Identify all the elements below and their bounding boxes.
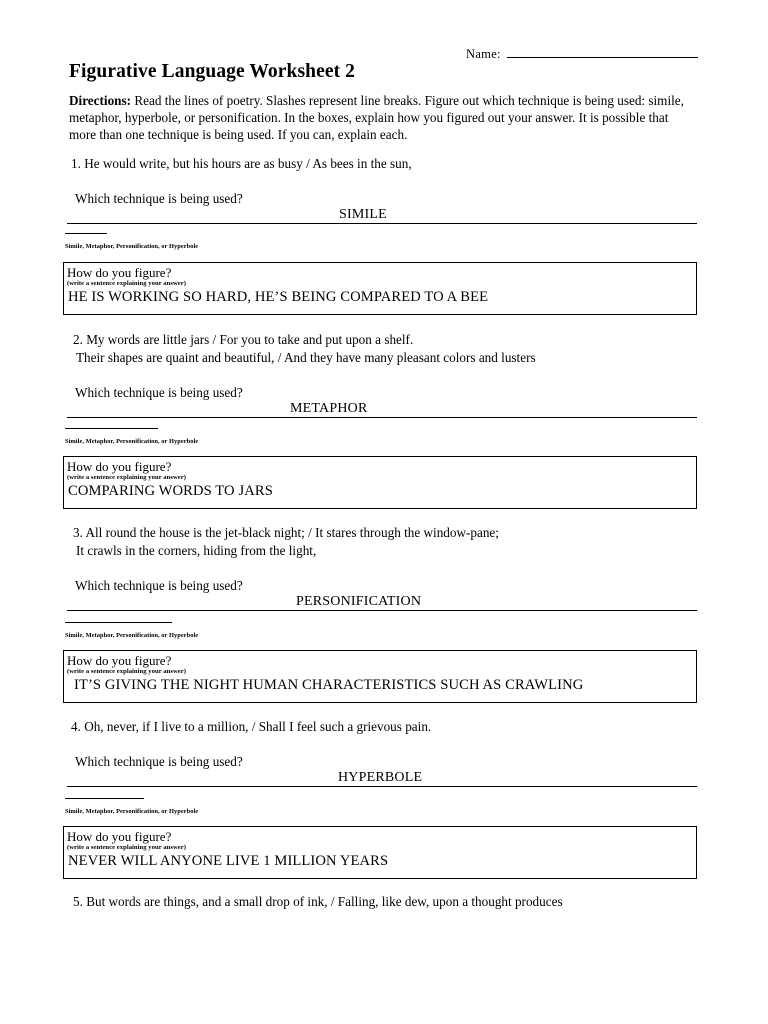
answer-line-2[interactable] xyxy=(67,399,697,418)
figure-subtitle-2: (write a sentence explaining your answer) xyxy=(67,474,186,481)
caption-rule-3 xyxy=(65,622,172,623)
figure-box-1[interactable] xyxy=(63,262,697,315)
figure-box-3[interactable] xyxy=(63,650,697,703)
figure-subtitle-1: (write a sentence explaining your answer) xyxy=(67,280,186,287)
figure-box-2[interactable] xyxy=(63,456,697,509)
figure-title-1: How do you figure? xyxy=(67,265,172,280)
poem-line-1: 3. All round the house is the jet-black night; / It stares through the window-pane; xyxy=(73,525,499,540)
poem-line-2: It crawls in the corners, hiding from the light, xyxy=(76,542,317,558)
answer-line-1[interactable] xyxy=(67,205,697,224)
directions-label: Directions: xyxy=(69,93,132,108)
figure-subtitle-4: (write a sentence explaining your answer) xyxy=(67,844,186,851)
answer-caption-1: Simile, Metaphor, Personification, or Hyperbole xyxy=(65,243,199,250)
figure-answer-3: IT’S GIVING THE NIGHT HUMAN CHARACTERISTICS SUCH AS CRAWLING xyxy=(74,677,584,693)
poem-line-1: 2. My words are little jars / For you to take and put upon a shelf. xyxy=(73,332,414,347)
answer-value-4: HYPERBOLE xyxy=(338,770,423,785)
answer-caption-4: Simile, Metaphor, Personification, or Hyperbole xyxy=(65,808,199,815)
technique-prompt-4: Which technique is being used? xyxy=(75,754,243,769)
poem-text-1 xyxy=(71,155,696,173)
poem-text-2 xyxy=(73,331,698,366)
figure-box-4[interactable] xyxy=(63,826,697,879)
caption-rule-2 xyxy=(65,428,158,429)
answer-caption-3: Simile, Metaphor, Personification, or Hyperbole xyxy=(65,632,199,639)
figure-title-4: How do you figure? xyxy=(67,829,172,844)
figure-subtitle-3: (write a sentence explaining your answer) xyxy=(67,668,186,675)
page-title: Figurative Language Worksheet 2 xyxy=(69,61,356,82)
name-input-blank[interactable] xyxy=(507,44,698,58)
figure-answer-4: NEVER WILL ANYONE LIVE 1 MILLION YEARS xyxy=(68,853,389,869)
answer-caption-2: Simile, Metaphor, Personification, or Hyperbole xyxy=(65,438,199,445)
answer-value-1: SIMILE xyxy=(339,207,387,222)
poem-text-4 xyxy=(71,718,696,736)
caption-rule-4 xyxy=(65,798,144,799)
poem-line-2: Their shapes are quaint and beautiful, / And they have many pleasant colors and lusters xyxy=(76,349,536,365)
name-label: Name: xyxy=(466,47,501,61)
caption-rule-1 xyxy=(65,233,107,234)
technique-prompt-3: Which technique is being used? xyxy=(75,578,243,593)
figure-answer-1: HE IS WORKING SO HARD, HE’S BEING COMPARED TO A BEE xyxy=(68,289,489,305)
poem-line-1: 5. But words are things, and a small drop of ink, / Falling, like dew, upon a thought produces xyxy=(73,894,563,909)
figure-answer-2: COMPARING WORDS TO JARS xyxy=(68,483,273,499)
poem-line-1: 1. He would write, but his hours are as busy / As bees in the sun, xyxy=(71,156,412,171)
technique-prompt-1: Which technique is being used? xyxy=(75,191,243,206)
technique-prompt-2: Which technique is being used? xyxy=(75,385,243,400)
poem-text-3 xyxy=(73,524,698,559)
name-field-row xyxy=(466,44,698,62)
answer-value-3: PERSONIFICATION xyxy=(296,594,422,609)
answer-line-4[interactable] xyxy=(67,768,697,787)
directions-text: Read the lines of poetry. Slashes represent line breaks. Figure out which technique is being used: simile, metaphor, hyperbole, or personification. In the boxes, explain how you figured out your answer. It is possible that more than one technique is being used. If you can, explain each. xyxy=(69,93,684,143)
figure-title-3: How do you figure? xyxy=(67,653,172,668)
directions-paragraph xyxy=(69,92,698,144)
poem-line-1: 4. Oh, never, if I live to a million, / Shall I feel such a grievous pain. xyxy=(71,719,432,734)
poem-text-5 xyxy=(73,893,698,911)
figure-title-2: How do you figure? xyxy=(67,459,172,474)
answer-line-3[interactable] xyxy=(67,592,697,611)
answer-value-2: METAPHOR xyxy=(290,401,368,416)
